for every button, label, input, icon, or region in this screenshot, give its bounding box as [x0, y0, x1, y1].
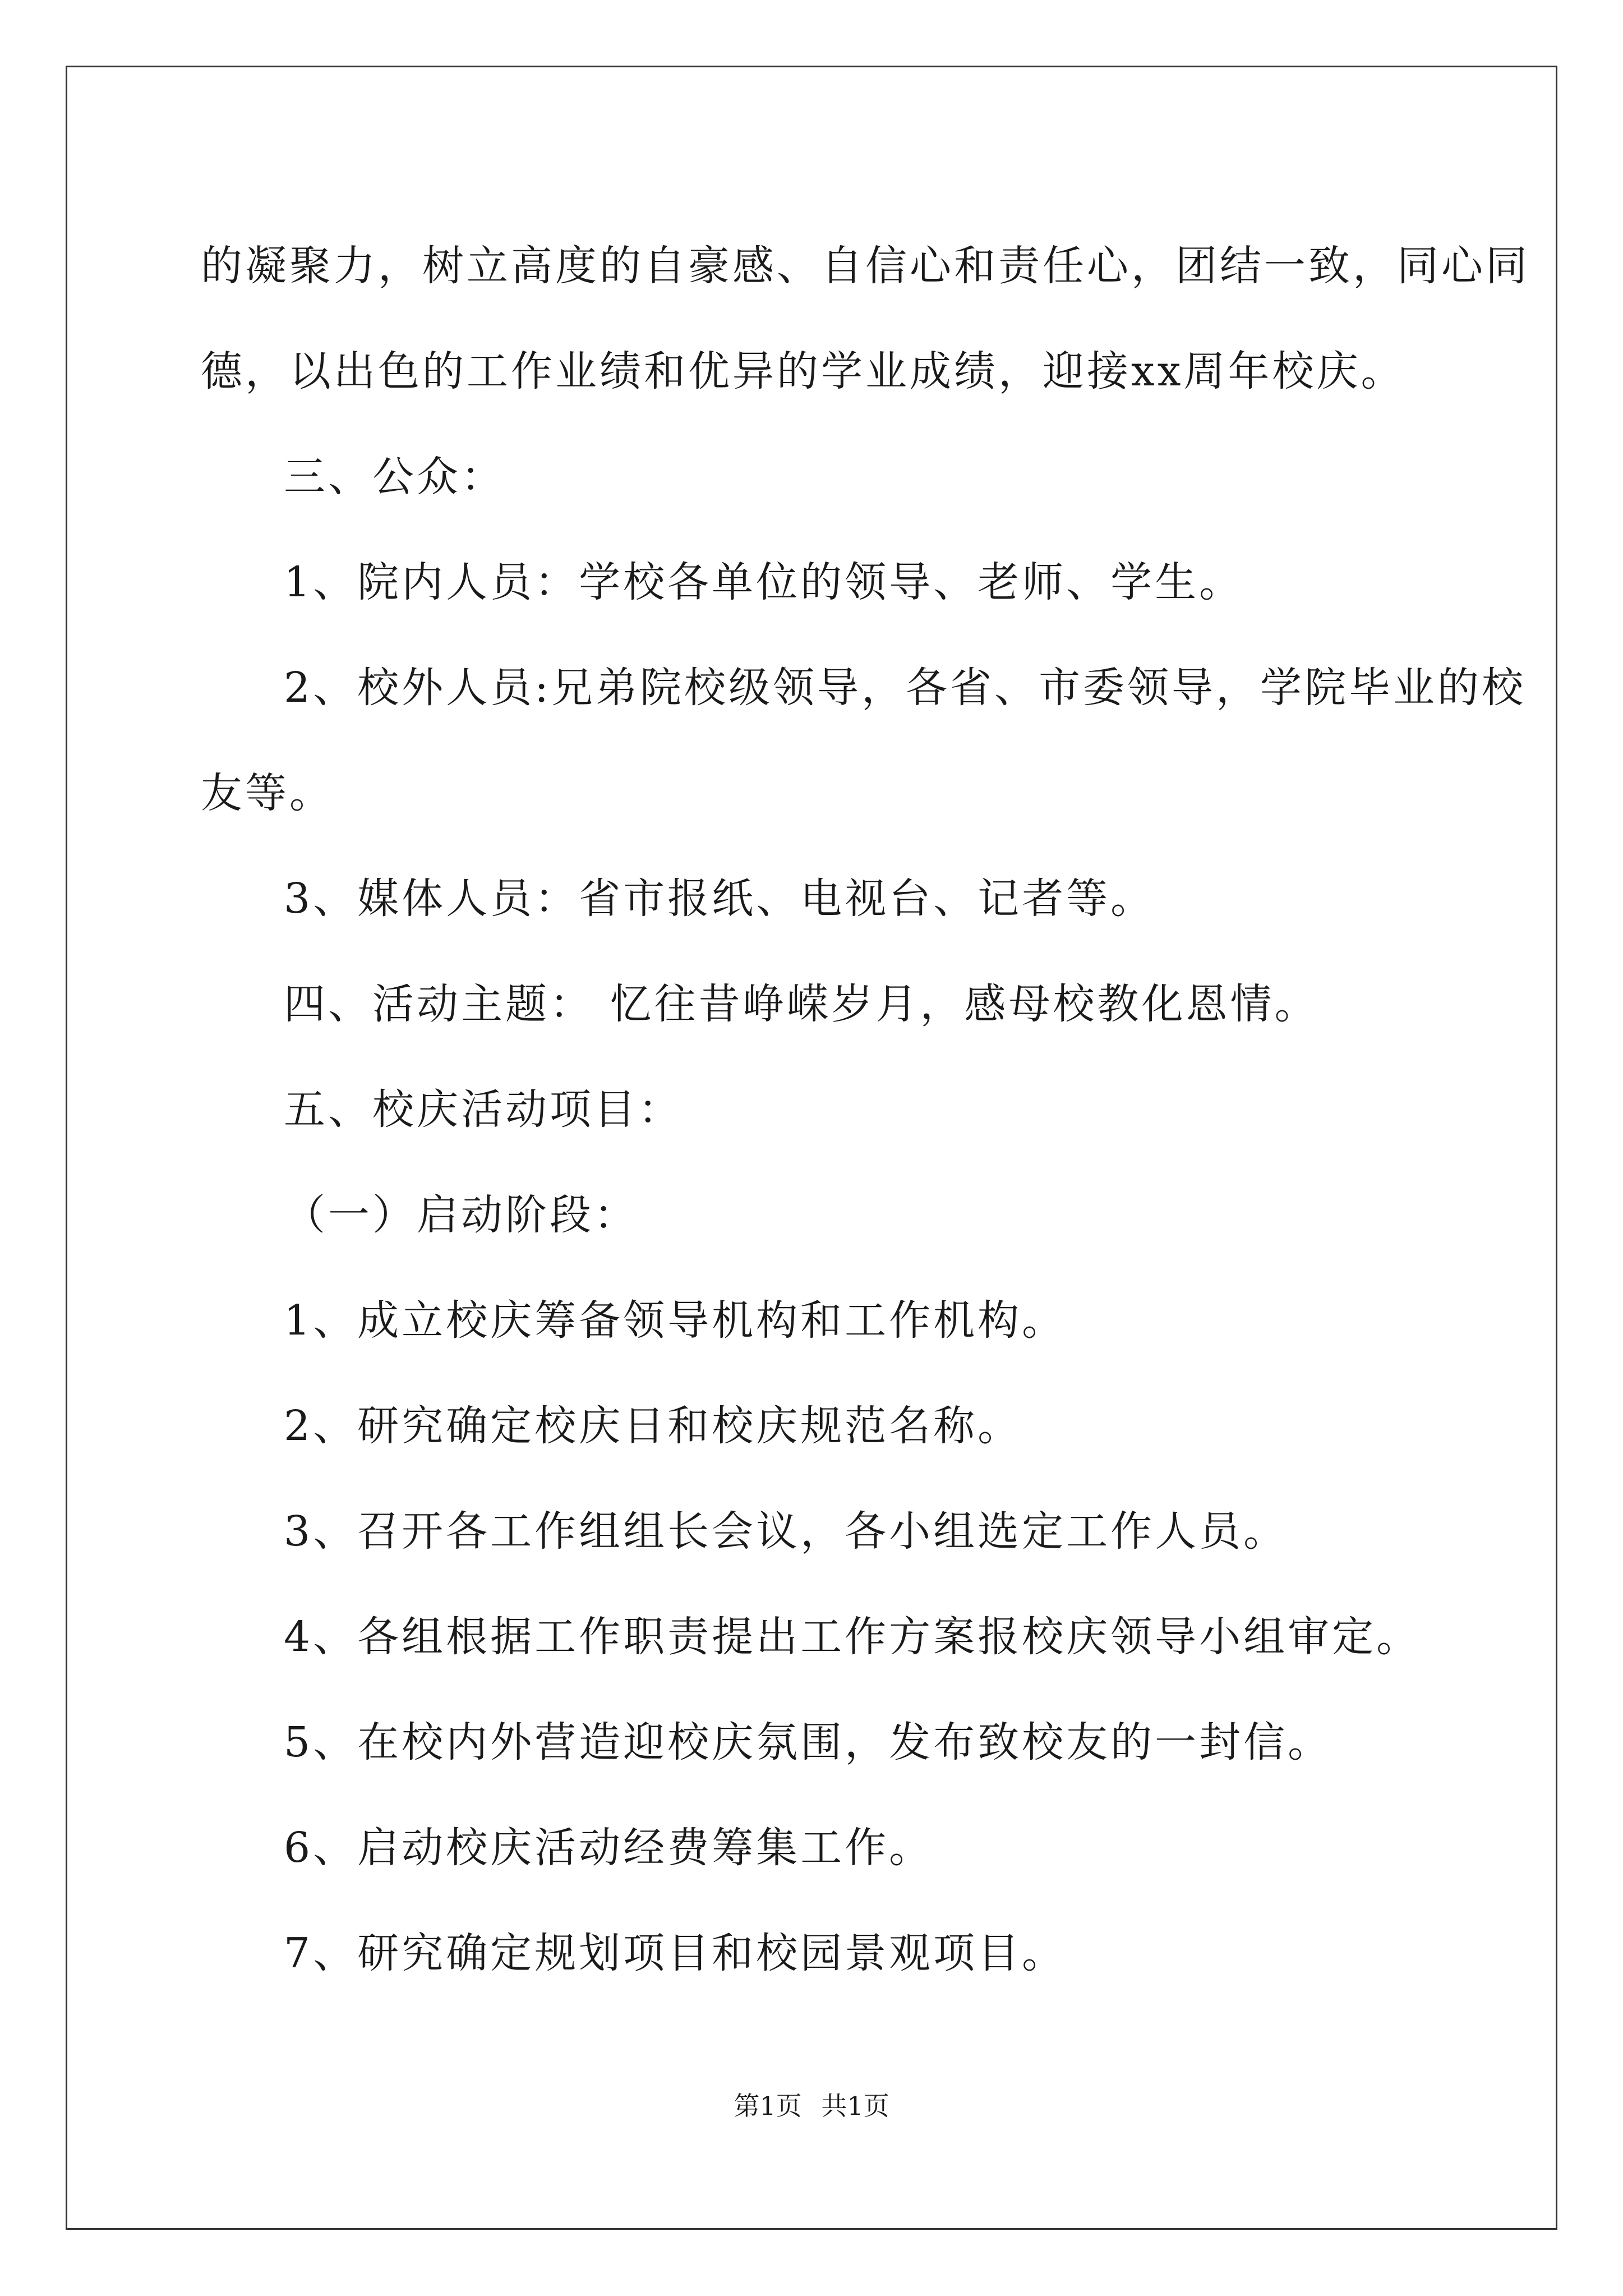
- list-item-external: 2、校外人员:兄弟院校级领导，各省、市委领导，学院毕业的校: [284, 664, 1527, 712]
- list-item-launch-2: 2、研究确定校庆日和校庆规范名称。: [284, 1402, 1022, 1450]
- list-item-launch-4: 4、各组根据工作职责提出工作方案报校庆领导小组审定。: [284, 1613, 1421, 1661]
- list-item-launch-3: 3、召开各工作组组长会议，各小组选定工作人员。: [284, 1507, 1288, 1556]
- subsection-heading-launch: （一）启动阶段：: [284, 1191, 638, 1239]
- list-item-media: 3、媒体人员：省市报纸、电视台、记者等。: [284, 875, 1155, 923]
- list-item-launch-7: 7、研究确定规划项目和校园景观项目。: [284, 1929, 1067, 1977]
- list-item-launch-6: 6、启动校庆活动经费筹集工作。: [284, 1824, 934, 1872]
- page-number-current: 第1页: [734, 2091, 802, 2121]
- page-number-total: 共1页: [821, 2091, 889, 2121]
- section-heading-audience: 三、公众：: [284, 453, 505, 501]
- list-item-external-continued: 友等。: [201, 769, 334, 817]
- list-item-internal: 1、院内人员：学校各单位的领导、老师、学生。: [284, 558, 1244, 606]
- section-heading-theme: 四、活动主题： 忆往昔峥嵘岁月，感母校教化恩情。: [284, 980, 1319, 1028]
- list-item-launch-5: 5、在校内外营造迎校庆氛围，发布致校友的一封信。: [284, 1718, 1332, 1766]
- list-item-launch-1: 1、成立校庆筹备领导机构和工作机构。: [284, 1296, 1067, 1345]
- paragraph-1: 的凝聚力，树立高度的自豪感、自信心和责任心，团结一致，同心同: [201, 242, 1530, 290]
- page-footer: [0, 2086, 1623, 2123]
- paragraph-2: 德，以出色的工作业绩和优异的学业成绩，迎接xx周年校庆。: [201, 347, 1405, 395]
- document-body: [201, 213, 1530, 2006]
- section-heading-projects: 五、校庆活动项目：: [284, 1085, 683, 1134]
